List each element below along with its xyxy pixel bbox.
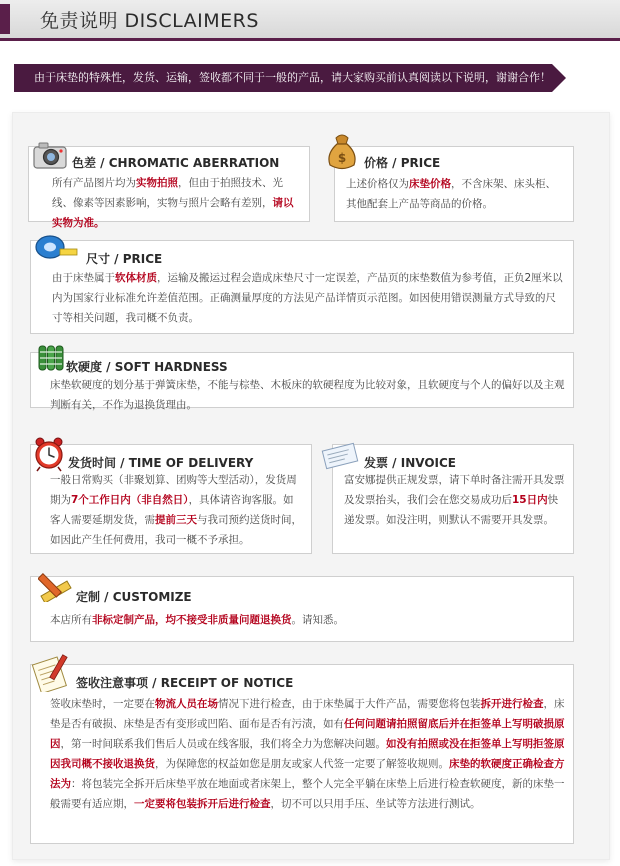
size-title: 尺寸 / PRICE [86,252,163,266]
customize-box [30,576,574,642]
banner-arrow [552,64,566,92]
receipt-highlight-2: 拆开进行检查 [480,698,544,710]
chromatic-text [52,173,302,233]
receipt-text-4: ，第一时间联系我们售后人员或在线客服，我们将全力为您解决问题。 [60,738,386,750]
receipt-text-5: ，为保障您的权益如您是朋友或家人代签一定要了解签收规则。 [155,758,449,770]
receipt-text-7: ，切不可以只用手压、坐试等方法进行测试。 [270,798,481,810]
chromatic-highlight-2: 请以实物为准。 [52,197,294,229]
delivery-text [50,470,304,550]
customize-text [50,610,566,630]
receipt-highlight-1: 物流人员在场 [155,698,218,710]
invoice-text [344,470,568,530]
pencil-ruler-icon [38,568,74,602]
tape-measure-icon [34,234,78,260]
page-title: 免责说明 DISCLAIMERS [40,10,259,32]
chromatic-highlight-1: 实物拍照 [136,177,178,189]
receipt-highlight-5: 床垫的软硬度正确检查方法为 [50,758,565,790]
invoice-highlight-1: 15日内 [512,494,548,506]
hardness-text-1: 床垫软硬度的划分基于弹簧床垫，不能与棕垫、木板床的软硬程度为比较对象，且软硬度与个人的偏好以及主观判断有关，不作为退换货理由。 [50,379,565,411]
receipt-title: 签收注意事项 / RECEIPT OF NOTICE [76,676,294,690]
delivery-title: 发货时间 / TIME OF DELIVERY [68,456,254,470]
receipt-highlight-3: 任何问题请拍照留底后并在拒签单上写明破损原因 [50,718,565,750]
chromatic-title: 色差 / CHROMATIC ABERRATION [72,156,280,170]
receipt-text-6: ：将包装完全拆开后床垫平放在地面或者床架上，整个人完全平躺在床垫上后进行检查软硬度，新的床垫一般需要有适应期， [50,778,565,810]
delivery-text-2: ，具体请咨询客服。如客人需要延期发货，需 [50,494,294,526]
spring-coil-icon [38,344,64,372]
size-text [52,268,566,328]
notice-banner: 由于床垫的特殊性，发货、运输，签收都不同于一般的产品，请大家购买前认真阅读以下说明，谢谢合作！ [14,64,552,92]
customize-title: 定制 / CUSTOMIZE [76,590,192,604]
receipt-text-1: 签收床垫时，一定要在 [50,698,155,710]
page-header [0,0,620,41]
customize-highlight-1: 非标定制产品，均不接受非质量问题退换货 [92,614,292,626]
size-text-1: 由于床垫属于 [52,272,115,284]
price-title: 价格 / PRICE [364,156,441,170]
delivery-text-3: 与我司预约送货时间，如因此产生任何费用，我司一概不予承担。 [50,514,302,546]
receipt-text-3: ，床垫是否有破损、床垫是否有变形或凹陷、面布是否有污渍，如有 [50,698,565,730]
hardness-text [50,375,566,415]
camera-icon [32,140,72,172]
invoice-paper-icon [318,440,362,472]
delivery-text-1: 一般日常购买（非聚划算、团购等大型活动），发货周期为 [50,474,297,506]
receipt-highlight-6: 一定要将包装拆开后进行检查 [134,798,271,810]
receipt-highlight-4: 如没有拍照或没在拒签单上写明拒签原因我司概不接收退换货 [50,738,565,770]
receipt-text [50,694,566,814]
price-text [346,174,564,214]
price-text-1: 上述价格仅为 [346,178,409,190]
size-highlight-1: 软体材质 [115,272,157,284]
chromatic-text-1: 所有产品图片均为 [52,177,136,189]
invoice-text-1: 富安娜提供正规发票，请下单时备注需开具发票及发票抬头，我们会在您交易成功后 [344,474,565,506]
alarm-clock-icon [32,436,66,472]
invoice-text-2: 快递发票。如没注明，则默认不需要开具发票。 [344,494,559,526]
delivery-highlight-1: 7个工作日内（非自然日） [71,494,189,506]
delivery-highlight-2: 提前三天 [155,514,197,526]
svg-text:$: $ [337,151,347,165]
customize-text-1: 本店所有 [50,614,92,626]
customize-text-2: 。请知悉。 [291,614,344,626]
money-bag-icon [324,132,360,172]
signing-document-icon [30,652,74,692]
header-accent-bar [0,4,10,34]
price-text-2: ，不含床架、床头柜、其他配套上产品等商品的价格。 [346,178,556,210]
price-highlight-1: 床垫价格 [409,178,451,190]
hardness-title: 软硬度 / SOFT HARDNESS [66,360,228,374]
size-text-2: ，运输及搬运过程会造成床垫尺寸一定误差，产品页的床垫数值为参考值，正负2厘米以内为国家行业标准允许差值范围。正确测量厚度的方法见产品详情页示范图。如因使用错误测量方式导致的尺寸等相关问题，我司概不负责。 [52,272,563,324]
invoice-title: 发票 / INVOICE [364,456,456,470]
receipt-text-2: 情况下进行检查，由于床垫属于大件产品，需要您将包装 [218,698,481,710]
chromatic-text-2: ，但由于拍照技术、光线、像素等因素影响，实物与照片会略有差别， [52,177,283,209]
